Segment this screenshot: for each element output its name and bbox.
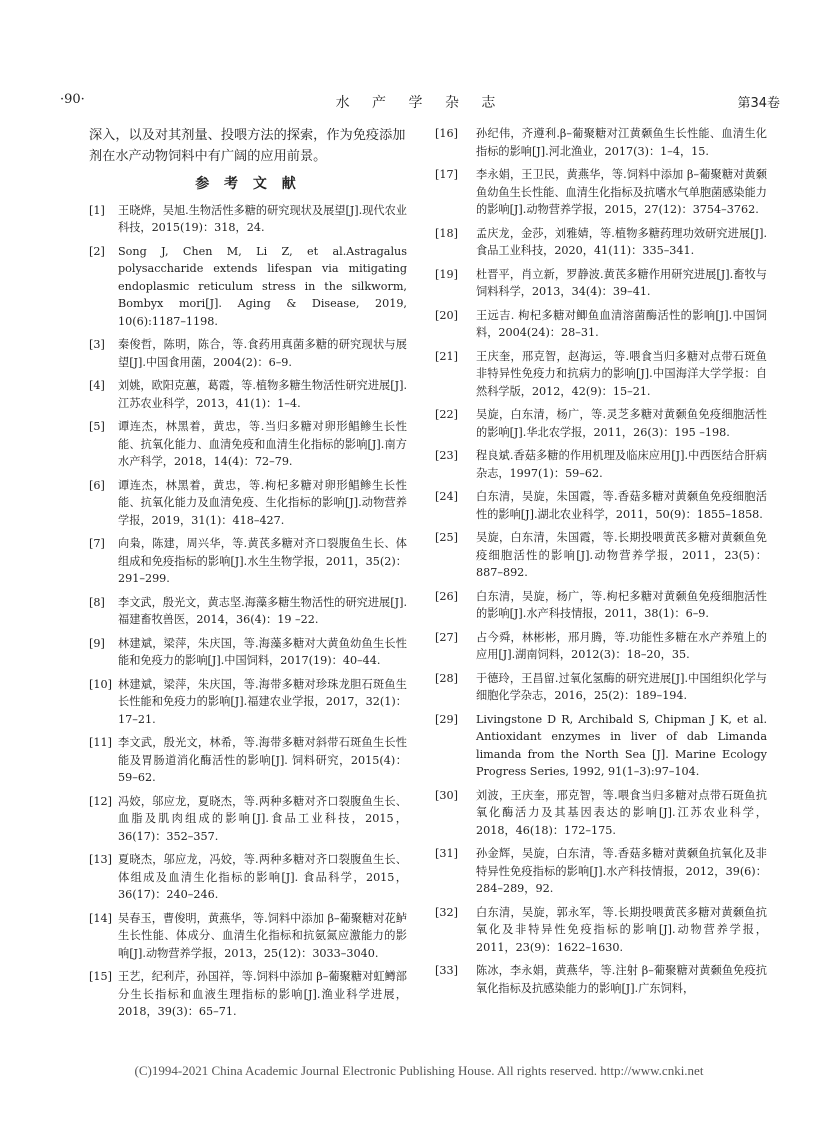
reference-text: 谭连杰，林黑着，黄忠，等.枸杞多糖对卵形鲳鲹生长性能、抗氧化能力及血清免疫、生化指标的影响[J].动物营养学报，2019，31(1)：418–427. bbox=[118, 478, 407, 527]
reference-text: 向枭，陈建，周兴华，等.黄芪多糖对齐口裂腹鱼生长、体组成和免疫指标的影响[J].水生生物学报，2011，35(2)：291–299. bbox=[118, 537, 407, 585]
reference-item bbox=[435, 225, 767, 260]
reference-number: [11] bbox=[89, 736, 112, 749]
reference-number: [18] bbox=[435, 226, 458, 240]
reference-item bbox=[89, 676, 407, 729]
reference-number: [24] bbox=[435, 490, 458, 503]
journal-title: 水 产 学 杂 志 bbox=[335, 95, 505, 111]
reference-number: [29] bbox=[435, 712, 458, 726]
reference-item bbox=[435, 125, 767, 160]
reference-text: 白东清，吴旋，郭永军，等.长期投喂黄芪多糖对黄颡鱼抗氧化及非特异性免疫指标的影响[J].动物营养学报，2011，23(9)：1622–1630. bbox=[476, 905, 767, 954]
reference-text: 孟庆龙，金莎，刘雅婧，等.植物多糖药理功效研究进展[J].食品工业科技，2020，41(11)：335–341. bbox=[476, 226, 767, 257]
reference-text: 冯姣，邬应龙，夏晓杰，等.两种多糖对齐口裂腹鱼生长、血脂及肌肉组成的影响[J].食品工业科技，2015，36(17)：352–357. bbox=[118, 794, 407, 843]
reference-list-left bbox=[89, 202, 407, 1021]
reference-number: [5] bbox=[89, 420, 105, 433]
reference-item bbox=[89, 418, 407, 471]
reference-item bbox=[89, 851, 407, 904]
reference-text: 王庆奎，邢克智，赵海运，等.喂食当归多糖对点带石斑鱼非特异性免疫力和抗病力的影响[J].中国海洋大学学报：自然科学版，2012，42(9)：15–21. bbox=[476, 349, 767, 398]
copyright-footer: (C)1994-2021 China Academic Journal Electronic Publishing House. All rights reserved. http://www.cnki.net bbox=[134, 1063, 704, 1078]
reference-number: [19] bbox=[435, 267, 458, 281]
right-column bbox=[435, 125, 767, 1003]
reference-text: 秦俊哲，陈明，陈合，等.食药用真菌多糖的研究现状与展望[J].中国食用菌，2004(2)：6–9. bbox=[118, 338, 407, 369]
reference-item bbox=[89, 910, 407, 963]
reference-item bbox=[89, 535, 407, 588]
reference-text: 王艺，纪利芹，孙国祥，等.饲料中添加 β–葡聚糖对虹鳟部分生长指标和血液生理指标的影响[J].渔业科学进展，2018，39(3)：65–71. bbox=[118, 970, 407, 1018]
reference-number: [6] bbox=[89, 478, 105, 492]
reference-item bbox=[435, 529, 767, 582]
reference-item bbox=[89, 243, 407, 331]
reference-text: 王晓烨，吴旭.生物活性多糖的研究现状及展望[J].现代农业科技，2015(19)：318，24. bbox=[118, 203, 407, 234]
reference-text: 刘波，王庆奎，邢克智，等.喂食当归多糖对点带石斑鱼抗氧化酶活力及其基因表达的影响[J].江苏农业科学，2018，46(18)：172–175. bbox=[476, 788, 767, 837]
references-heading: 参 考 文 献 bbox=[195, 176, 301, 192]
reference-number: [30] bbox=[435, 788, 458, 802]
reference-number: [13] bbox=[89, 853, 112, 866]
reference-item bbox=[435, 845, 767, 898]
reference-number: [7] bbox=[89, 537, 105, 550]
reference-number: [17] bbox=[435, 168, 458, 181]
reference-text: 李文武，殷光文，黄志坚.海藻多糖生物活性的研究进展[J].福建畜牧兽医，2014，36(4)：19 –22. bbox=[118, 595, 407, 626]
reference-number: [2] bbox=[89, 244, 105, 258]
reference-text: 白东清，吴旋，朱国霞，等.香菇多糖对黄颡鱼免疫细胞活性的影响[J].湖北农业科学，2011，50(9)：1855–1858. bbox=[476, 490, 767, 521]
reference-text: 林建斌，梁萍，朱庆国，等.海带多糖对珍珠龙胆石斑鱼生长性能和免疫力的影响[J].福建农业学报，2017，32(1)：17–21. bbox=[118, 677, 407, 726]
reference-text: 杜晋平，肖立新，罗静波.黄芪多糖作用研究进展[J].畜牧与饲料科学，2013，34(4)：39–41. bbox=[476, 267, 767, 298]
reference-list-right bbox=[435, 125, 767, 997]
reference-item bbox=[89, 734, 407, 787]
reference-text: 程良斌.香菇多糖的作用机理及临床应用[J].中西医结合肝病杂志，1997(1)：59–62. bbox=[476, 449, 767, 480]
reference-text: 谭连杰，林黑着，黄忠，等.当归多糖对卵形鲳鲹生长性能、抗氧化能力、血清免疫和血清生化指标的影响[J].南方水产科学，2018，14(4)：72–79. bbox=[118, 420, 407, 468]
reference-item bbox=[89, 968, 407, 1021]
reference-item bbox=[435, 406, 767, 441]
reference-text: 刘姚，欧阳克蕙，葛霞，等.植物多糖生物活性研究进展[J].江苏农业科学，2013，41(1)：1–4. bbox=[118, 379, 407, 410]
reference-item bbox=[89, 336, 407, 371]
reference-text: Song J, Chen M, Li Z, et al.Astragalus polysaccharide extends lifespan via mitigating endoplasmic reticulum stress in the silkworm, Bombyx mori[J]. Aging & Disease, 2019, 10(6):1187–1198. bbox=[118, 244, 407, 328]
reference-item bbox=[435, 711, 767, 781]
reference-item bbox=[435, 488, 767, 523]
volume-label: 第34卷 bbox=[737, 96, 780, 111]
reference-number: [32] bbox=[435, 905, 458, 919]
reference-number: [22] bbox=[435, 408, 458, 421]
reference-number: [21] bbox=[435, 349, 458, 363]
reference-number: [25] bbox=[435, 531, 458, 544]
reference-number: [16] bbox=[435, 127, 458, 140]
reference-number: [15] bbox=[89, 970, 112, 983]
reference-text: 吴春玉，曹俊明，黄燕华，等.饲料中添加 β–葡聚糖对花鲈生长性能、体成分、血清生化指标和抗氨氮应激能力的影响[J].动物营养学报，2013，25(12)：3033–3040. bbox=[118, 911, 407, 960]
reference-number: [28] bbox=[435, 671, 458, 685]
reference-item bbox=[89, 377, 407, 412]
reference-text: 吴旋，白东清，杨广，等.灵芝多糖对黄颡鱼免疫细胞活性的影响[J].华北农学报，2011，26(3)：195 –198. bbox=[476, 408, 767, 439]
reference-item bbox=[435, 962, 767, 997]
reference-item bbox=[435, 629, 767, 664]
reference-number: [33] bbox=[435, 964, 458, 977]
reference-text: 孙纪伟，齐遵利.β–葡聚糖对江黄颡鱼生长性能、血清生化指标的影响[J].河北渔业，2017(3)：1–4，15. bbox=[476, 127, 767, 158]
reference-text: 吴旋，白东清，朱国霞，等.长期投喂黄芪多糖对黄颡鱼免疫细胞活性的影响[J].动物营养学报，2011，23(5)：887–892. bbox=[476, 531, 767, 579]
reference-item bbox=[89, 793, 407, 846]
reference-item bbox=[435, 348, 767, 401]
reference-item bbox=[435, 447, 767, 482]
reference-number: [27] bbox=[435, 630, 458, 644]
reference-item bbox=[435, 588, 767, 623]
reference-text: 夏晓杰，邬应龙，冯姣，等.两种多糖对齐口裂腹鱼生长、体组成及血清生化指标的影响[J]. 食品科学，2015，36(17)：240–246. bbox=[118, 853, 407, 901]
reference-text: 王远吉. 枸杞多糖对鲫鱼血清溶菌酶活性的影响[J].中国饲料，2004(24)：28–31. bbox=[476, 308, 767, 339]
reference-number: [20] bbox=[435, 308, 458, 322]
reference-text: 白东清，吴旋，杨广，等.枸杞多糖对黄颡鱼免疫细胞活性的影响[J].水产科技情报，2011，38(1)：6–9. bbox=[476, 589, 767, 620]
reference-number: [14] bbox=[89, 911, 112, 925]
reference-text: Livingstone D R, Archibald S, Chipman J K, et al. Antioxidant enzymes in liver of dab Limanda limanda from the North Sea [J]. Marine Ecology Progress Series, 1992, 91(1–3):97–104. bbox=[476, 712, 767, 778]
page-header bbox=[60, 92, 780, 110]
reference-number: [12] bbox=[89, 794, 112, 808]
reference-text: 李文武，殷光文，林希，等.海带多糖对斜带石斑鱼生长性能及胃肠道消化酶活性的影响[J]. 饲料研究，2015(4)：59–62. bbox=[118, 736, 407, 784]
reference-number: [3] bbox=[89, 338, 105, 351]
reference-item bbox=[435, 787, 767, 840]
reference-item bbox=[89, 635, 407, 670]
reference-item bbox=[435, 166, 767, 219]
reference-item bbox=[435, 307, 767, 342]
reference-item bbox=[435, 670, 767, 705]
reference-number: [31] bbox=[435, 847, 458, 860]
reference-number: [4] bbox=[89, 379, 105, 392]
reference-item bbox=[435, 904, 767, 957]
reference-item bbox=[89, 477, 407, 530]
page-number: ·90· bbox=[60, 92, 85, 107]
reference-text: 占今舜，林彬彬，邢月腾，等.功能性多糖在水产养殖上的应用[J].湖南饲料，2012(3)：18–20，35. bbox=[476, 630, 767, 661]
reference-number: [1] bbox=[89, 203, 105, 217]
reference-text: 李永娟，王卫民，黄燕华，等.饲料中添加 β–葡聚糖对黄颡鱼幼鱼生长性能、血清生化指标及抗嗜水气单胞菌感染能力的影响[J].动物营养学报，2015，27(12)：3754–3762. bbox=[476, 168, 767, 216]
reference-text: 陈冰，李永娟，黄燕华，等.注射 β–葡聚糖对黄颡鱼免疫抗氧化指标及抗感染能力的影响[J].广东饲料， bbox=[476, 964, 767, 995]
reference-text: 于德玲，王昌留.过氧化氢酶的研究进展[J].中国组织化学与细胞化学杂志，2016，25(2)：189–194. bbox=[476, 671, 767, 702]
reference-number: [8] bbox=[89, 595, 105, 609]
intro-paragraph: 深入，以及对其剂量、投喂方法的探索，作为免疫添加剂在水产动物饲料中有广阔的应用前景。 bbox=[89, 128, 406, 164]
reference-item bbox=[435, 266, 767, 301]
reference-text: 孙金辉，吴旋，白东清，等.香菇多糖对黄颡鱼抗氧化及非特异性免疫指标的影响[J].水产科技情报，2012，39(6)：284–289，92. bbox=[476, 847, 767, 895]
reference-item bbox=[89, 594, 407, 629]
reference-item bbox=[89, 202, 407, 237]
reference-number: [26] bbox=[435, 589, 458, 603]
reference-number: [9] bbox=[89, 636, 105, 650]
reference-number: [23] bbox=[435, 449, 458, 462]
reference-text: 林建斌，梁萍，朱庆国，等.海藻多糖对大黄鱼幼鱼生长性能和免疫力的影响[J].中国饲料，2017(19)：40–44. bbox=[118, 636, 407, 667]
left-column bbox=[89, 125, 407, 1027]
reference-number: [10] bbox=[89, 677, 112, 691]
